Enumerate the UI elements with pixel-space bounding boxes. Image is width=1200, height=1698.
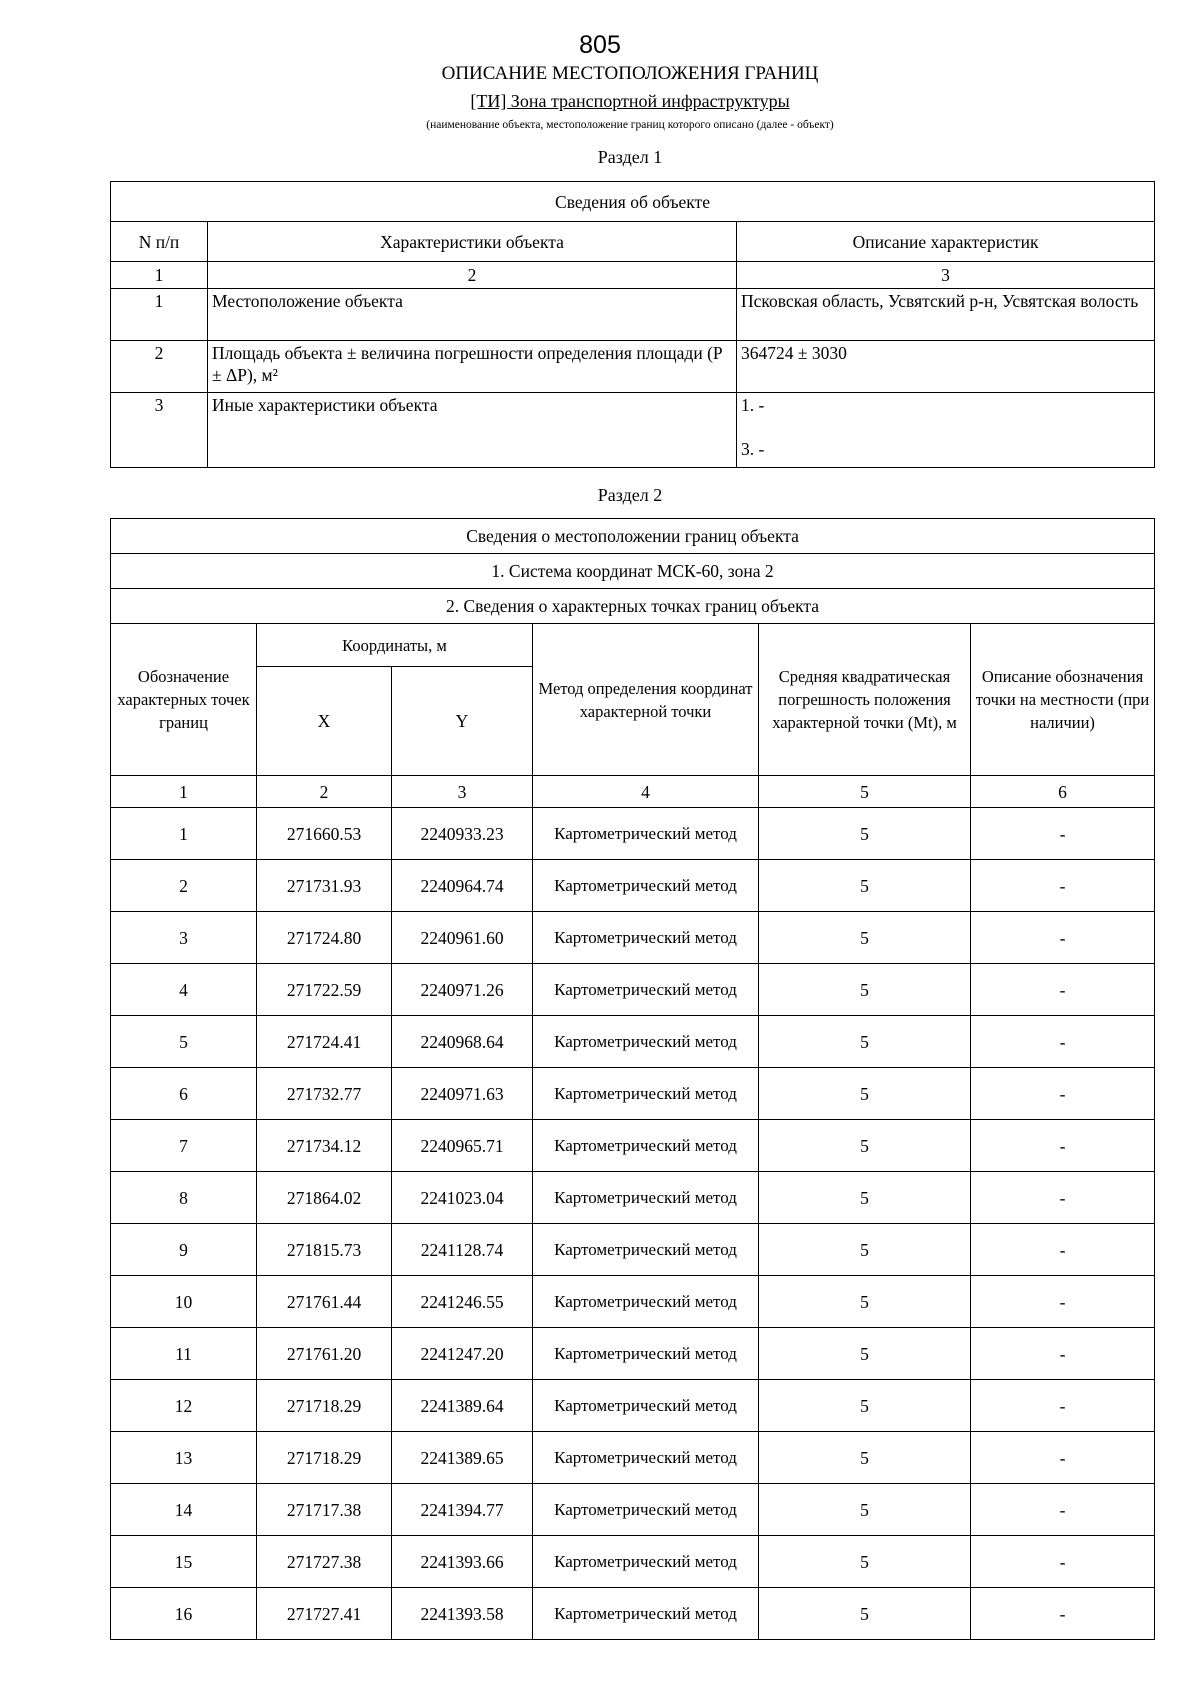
desc-cell: - <box>971 1120 1155 1172</box>
method-cell: Картометрический метод <box>533 1224 759 1276</box>
method-cell: Картометрический метод <box>533 1484 759 1536</box>
mt-cell: 5 <box>759 1016 971 1068</box>
characteristic-value: 364724 ± 3030 <box>737 341 1155 393</box>
coord-y: 2240968.64 <box>392 1016 533 1068</box>
coord-y: 2241389.64 <box>392 1380 533 1432</box>
point-number: 3 <box>111 912 257 964</box>
coord-x: 271864.02 <box>257 1172 392 1224</box>
coord-y: 2241247.20 <box>392 1328 533 1380</box>
point-number: 7 <box>111 1120 257 1172</box>
desc-cell: - <box>971 1536 1155 1588</box>
col-number: 1 <box>111 776 257 808</box>
method-cell: Картометрический метод <box>533 1016 759 1068</box>
table-row <box>111 341 1155 393</box>
coord-x: 271761.44 <box>257 1276 392 1328</box>
point-number: 9 <box>111 1224 257 1276</box>
object-name <box>0 90 1200 112</box>
coord-y: 2241246.55 <box>392 1276 533 1328</box>
table-row <box>111 1380 1155 1432</box>
table-row <box>111 1536 1155 1588</box>
table-row <box>111 1484 1155 1536</box>
desc-cell: - <box>971 912 1155 964</box>
mt-cell: 5 <box>759 1484 971 1536</box>
coord-x: 271722.59 <box>257 964 392 1016</box>
desc-cell: - <box>971 1068 1155 1120</box>
method-cell: Картометрический метод <box>533 1276 759 1328</box>
table-row <box>111 1276 1155 1328</box>
coord-x: 271731.93 <box>257 860 392 912</box>
point-number: 10 <box>111 1276 257 1328</box>
mt-cell: 5 <box>759 1276 971 1328</box>
method-cell: Картометрический метод <box>533 964 759 1016</box>
header-point: Обозначение характерных точек границ <box>111 624 257 776</box>
method-cell: Картометрический метод <box>533 1432 759 1484</box>
coord-x: 271724.80 <box>257 912 392 964</box>
table-row <box>111 1068 1155 1120</box>
coord-y: 2240965.71 <box>392 1120 533 1172</box>
object-info-table <box>110 181 1155 468</box>
header-coords: Координаты, м <box>257 624 533 667</box>
col-number: 3 <box>737 262 1155 289</box>
characteristic-value: Псковская область, Усвятский р-н, Усвятская волость <box>737 289 1155 341</box>
mt-cell: 5 <box>759 1224 971 1276</box>
mt-cell: 5 <box>759 808 971 860</box>
document-title: ОПИСАНИЕ МЕСТОПОЛОЖЕНИЯ ГРАНИЦ <box>441 63 819 84</box>
coord-y: 2240971.26 <box>392 964 533 1016</box>
coord-x: 271727.41 <box>257 1588 392 1640</box>
point-number: 4 <box>111 964 257 1016</box>
header-method: Метод определения координат характерной точки <box>533 624 759 776</box>
desc-cell: - <box>971 1276 1155 1328</box>
table-row <box>111 1588 1155 1640</box>
col-number: 2 <box>208 262 737 289</box>
points-title: 2. Сведения о характерных точках границ объекта <box>111 589 1155 624</box>
point-number: 13 <box>111 1432 257 1484</box>
coord-y: 2241389.65 <box>392 1432 533 1484</box>
point-number: 2 <box>111 860 257 912</box>
method-cell: Картометрический метод <box>533 912 759 964</box>
row-number: 1 <box>111 289 208 341</box>
section1-label: Раздел 1 <box>597 147 663 167</box>
boundary-info-title: Сведения о местоположении границ объекта <box>111 519 1155 554</box>
coord-x: 271718.29 <box>257 1432 392 1484</box>
header-desc: Описание обозначения точки на местности (при наличии) <box>971 624 1155 776</box>
point-number: 6 <box>111 1068 257 1120</box>
point-number: 16 <box>111 1588 257 1640</box>
header-y: Y <box>392 667 533 776</box>
coord-y: 2240961.60 <box>392 912 533 964</box>
mt-cell: 5 <box>759 1536 971 1588</box>
characteristic-value <box>737 393 1155 468</box>
section2-label: Раздел 2 <box>597 485 663 505</box>
method-cell: Картометрический метод <box>533 1536 759 1588</box>
characteristic-name: Местоположение объекта <box>208 289 737 341</box>
coord-y: 2241023.04 <box>392 1172 533 1224</box>
coord-x: 271718.29 <box>257 1380 392 1432</box>
coord-x: 271724.41 <box>257 1016 392 1068</box>
object-caption: (наименование объекта, местоположение границ которого описано (далее - объект) <box>426 119 834 131</box>
value-line: 1. - <box>741 395 765 415</box>
coord-y: 2241393.66 <box>392 1536 533 1588</box>
coord-x: 271727.38 <box>257 1536 392 1588</box>
page-number: 805 <box>579 31 621 59</box>
coord-x: 271815.73 <box>257 1224 392 1276</box>
method-cell: Картометрический метод <box>533 1328 759 1380</box>
mt-cell: 5 <box>759 1588 971 1640</box>
characteristic-name: Площадь объекта ± величина погрешности определения площади (P ± ΔP), м² <box>208 341 737 393</box>
mt-cell: 5 <box>759 1328 971 1380</box>
col-number: 6 <box>971 776 1155 808</box>
desc-cell: - <box>971 1380 1155 1432</box>
desc-cell: - <box>971 1224 1155 1276</box>
header-number: N п/п <box>111 222 208 262</box>
header-error: Средняя квадратическая погрешность положения характерной точки (Mt), м <box>759 624 971 776</box>
col-number: 5 <box>759 776 971 808</box>
table-row <box>111 1120 1155 1172</box>
table-row <box>111 860 1155 912</box>
method-cell: Картометрический метод <box>533 1120 759 1172</box>
coordinate-system: 1. Система координат МСК-60, зона 2 <box>111 554 1155 589</box>
table-row <box>111 1432 1155 1484</box>
mt-cell: 5 <box>759 1172 971 1224</box>
mt-cell: 5 <box>759 860 971 912</box>
table-row <box>111 393 1155 468</box>
table-row <box>111 1224 1155 1276</box>
coord-y: 2241393.58 <box>392 1588 533 1640</box>
desc-cell: - <box>971 964 1155 1016</box>
point-number: 1 <box>111 808 257 860</box>
col-number: 1 <box>111 262 208 289</box>
desc-cell: - <box>971 1432 1155 1484</box>
coord-x: 271732.77 <box>257 1068 392 1120</box>
method-cell: Картометрический метод <box>533 1172 759 1224</box>
method-cell: Картометрический метод <box>533 1068 759 1120</box>
col-number: 2 <box>257 776 392 808</box>
mt-cell: 5 <box>759 1380 971 1432</box>
desc-cell: - <box>971 1016 1155 1068</box>
boundary-points-table <box>110 518 1155 1640</box>
point-number: 5 <box>111 1016 257 1068</box>
coord-y: 2240964.74 <box>392 860 533 912</box>
table-row <box>111 1016 1155 1068</box>
table-row <box>111 964 1155 1016</box>
point-number: 14 <box>111 1484 257 1536</box>
method-cell: Картометрический метод <box>533 1588 759 1640</box>
desc-cell: - <box>971 808 1155 860</box>
characteristic-name: Иные характеристики объекта <box>208 393 737 468</box>
coord-y: 2240971.63 <box>392 1068 533 1120</box>
table-row <box>111 289 1155 341</box>
object-name-text: [ТИ] Зона транспортной инфраструктуры <box>470 91 790 111</box>
desc-cell: - <box>971 860 1155 912</box>
desc-cell: - <box>971 1172 1155 1224</box>
coord-x: 271717.38 <box>257 1484 392 1536</box>
desc-cell: - <box>971 1588 1155 1640</box>
table-row <box>111 808 1155 860</box>
object-info-title: Сведения об объекте <box>111 182 1155 222</box>
method-cell: Картометрический метод <box>533 808 759 860</box>
method-cell: Картометрический метод <box>533 1380 759 1432</box>
row-number: 2 <box>111 341 208 393</box>
table-row <box>111 1172 1155 1224</box>
point-number: 12 <box>111 1380 257 1432</box>
coord-y: 2241128.74 <box>392 1224 533 1276</box>
coord-x: 271734.12 <box>257 1120 392 1172</box>
coord-y: 2241394.77 <box>392 1484 533 1536</box>
coord-x: 271761.20 <box>257 1328 392 1380</box>
table-row <box>111 1328 1155 1380</box>
desc-cell: - <box>971 1328 1155 1380</box>
points-body <box>111 808 1155 1640</box>
coord-x: 271660.53 <box>257 808 392 860</box>
value-line: 3. - <box>741 439 765 459</box>
point-number: 8 <box>111 1172 257 1224</box>
mt-cell: 5 <box>759 1068 971 1120</box>
header-x: X <box>257 667 392 776</box>
mt-cell: 5 <box>759 912 971 964</box>
col-number: 3 <box>392 776 533 808</box>
desc-cell: - <box>971 1484 1155 1536</box>
header-description: Описание характеристик <box>737 222 1155 262</box>
mt-cell: 5 <box>759 1120 971 1172</box>
method-cell: Картометрический метод <box>533 860 759 912</box>
mt-cell: 5 <box>759 964 971 1016</box>
row-number: 3 <box>111 393 208 468</box>
table-row <box>111 912 1155 964</box>
col-number: 4 <box>533 776 759 808</box>
point-number: 11 <box>111 1328 257 1380</box>
header-characteristics: Характеристики объекта <box>208 222 737 262</box>
coord-y: 2240933.23 <box>392 808 533 860</box>
mt-cell: 5 <box>759 1432 971 1484</box>
point-number: 15 <box>111 1536 257 1588</box>
